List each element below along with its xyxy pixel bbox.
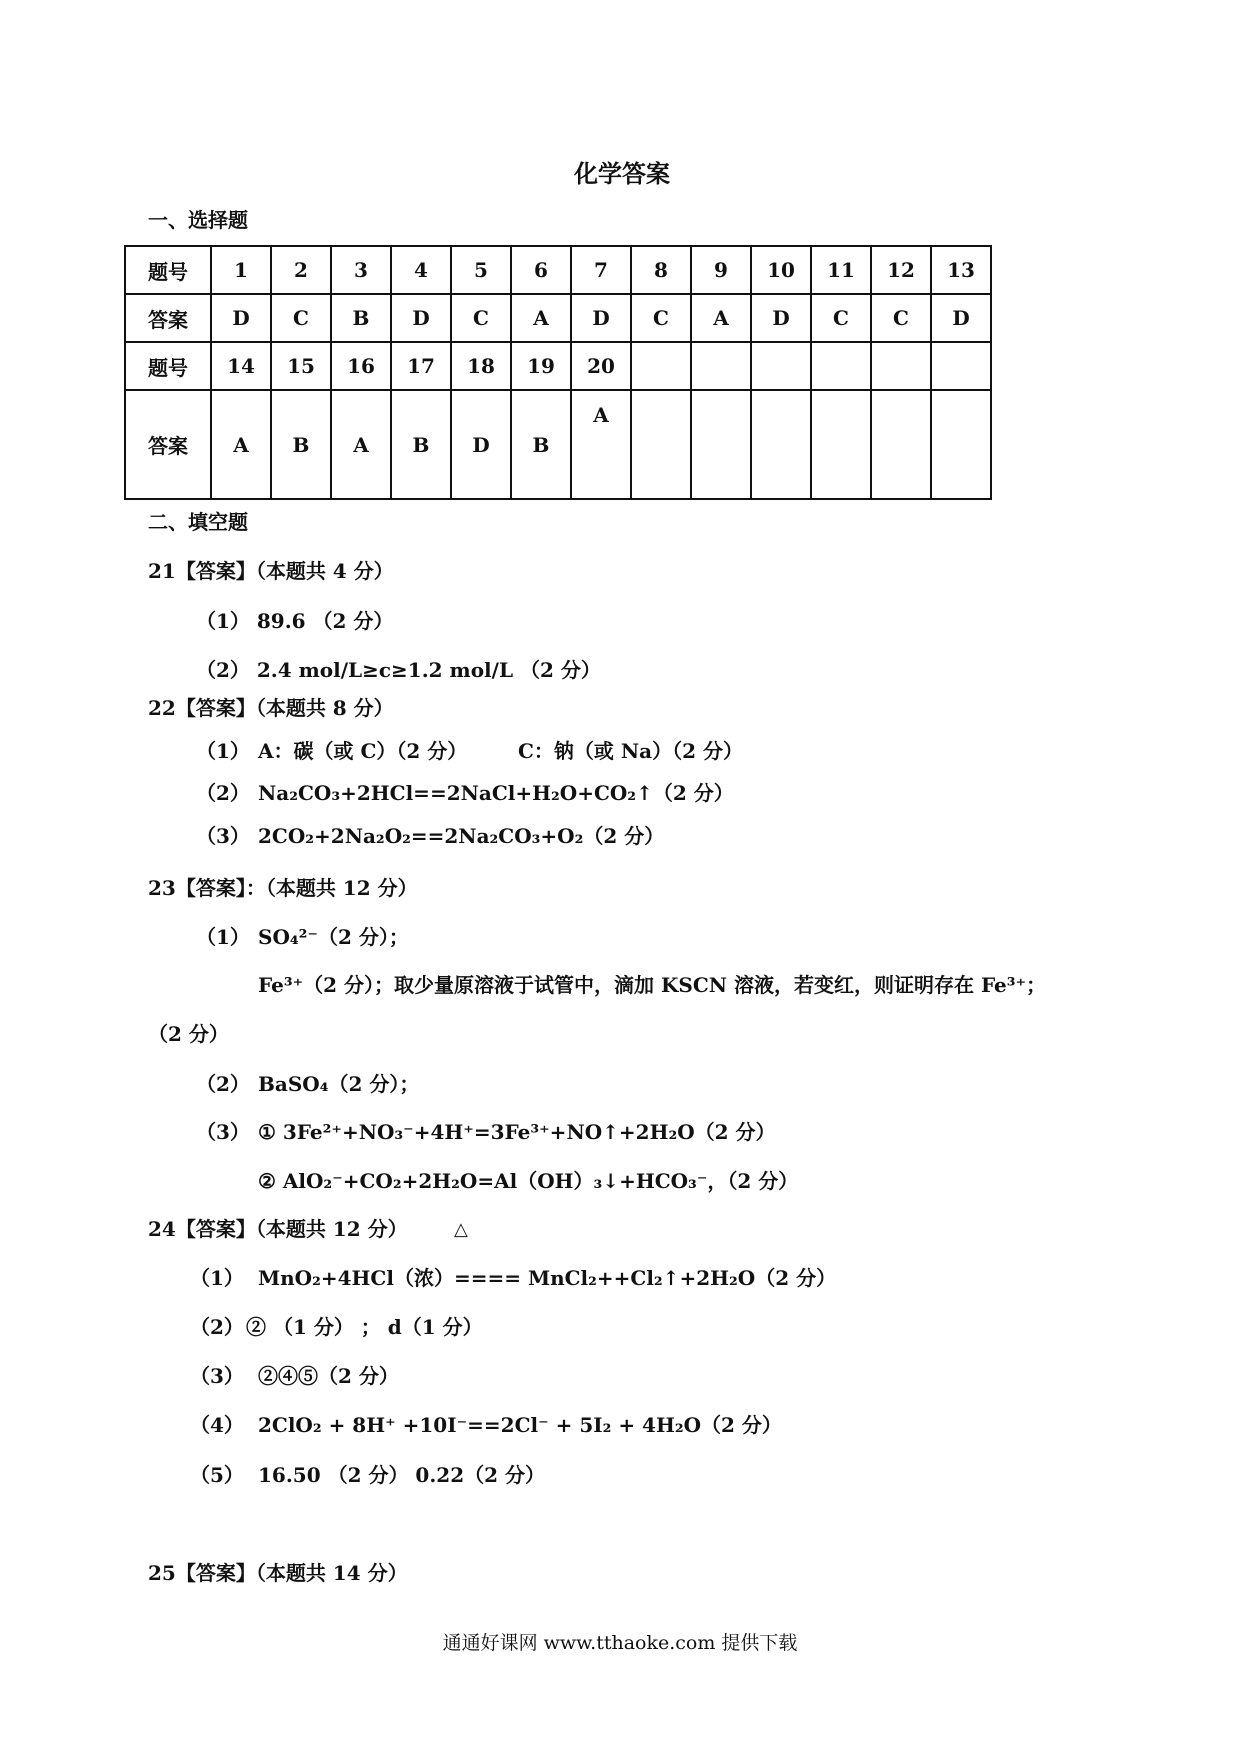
q22-answer-2-label: （2） [196, 781, 250, 805]
table-cell [631, 342, 691, 390]
q23-answer-3-line2: ② AlO₂⁻+CO₂+2H₂O=Al（OH）₃↓+HCO₃⁻，（2 分） [258, 1169, 799, 1193]
q21-heading: 21【答案】（本题共 4 分） [148, 559, 394, 583]
table-cell: A [511, 294, 571, 342]
answer-table [124, 245, 992, 500]
q24-answer-3-label: （3） [190, 1364, 244, 1388]
table-cell: 20 [571, 342, 631, 390]
q23-answer-3-label: （3） [196, 1120, 250, 1144]
q23-answer-1-line3: （2 分） [148, 1022, 229, 1046]
table-cell [871, 342, 931, 390]
table-cell: D [391, 294, 451, 342]
page-footer: 通通好课网 www.tthaoke.com 提供下载 [442, 1632, 798, 1654]
table-cell: 15 [271, 342, 331, 390]
table-cell: B [391, 390, 451, 499]
table-cell: 6 [511, 246, 571, 294]
table-cell: 7 [571, 246, 631, 294]
table-cell: D [451, 390, 511, 499]
table-cell: 17 [391, 342, 451, 390]
table-row-numbers-1 [125, 246, 991, 294]
q22-answer-3-label: （3） [196, 824, 250, 848]
q23-answer-2: BaSO₄（2 分）； [258, 1072, 420, 1096]
table-cell [811, 390, 871, 499]
section-choice-heading: 一、选择题 [148, 208, 248, 232]
table-row-numbers-2 [125, 342, 991, 390]
q22-answer-1c: C：钠（或 Na）（2 分） [518, 739, 743, 763]
q22-answer-3: 2CO₂+2Na₂O₂==2Na₂CO₃+O₂（2 分） [258, 824, 665, 848]
q23-answer-1: SO₄²⁻（2 分）； [258, 925, 409, 949]
q24-answer-5-label: （5） [190, 1463, 244, 1487]
table-header-label: 题号 [125, 246, 211, 294]
table-cell: 8 [631, 246, 691, 294]
table-cell [931, 390, 991, 499]
table-cell: C [271, 294, 331, 342]
table-cell: 14 [211, 342, 271, 390]
table-cell: A [571, 390, 631, 499]
table-cell [691, 342, 751, 390]
q24-answer-4: 2ClO₂ + 8H⁺ +10I⁻==2Cl⁻ + 5I₂ + 4H₂O（2 分） [258, 1413, 782, 1437]
q22-heading: 22【答案】（本题共 8 分） [148, 696, 394, 720]
table-cell [811, 342, 871, 390]
table-row-answers-2 [125, 390, 991, 499]
q21-answer-2: （2） 2.4 mol/L≥c≥1.2 mol/L （2 分） [196, 658, 601, 682]
table-cell: 16 [331, 342, 391, 390]
table-cell [931, 342, 991, 390]
table-cell [871, 390, 931, 499]
table-cell: 2 [271, 246, 331, 294]
table-cell: B [511, 390, 571, 499]
q22-answer-1a: A：碳（或 C）（2 分） [258, 739, 468, 763]
table-cell: D [571, 294, 631, 342]
q24-answer-4-label: （4） [190, 1413, 244, 1437]
q23-answer-1-line2: Fe³⁺（2 分）；取少量原溶液于试管中，滴加 KSCN 溶液，若变红，则证明存在 Fe³⁺； [258, 973, 1047, 997]
table-cell: 5 [451, 246, 511, 294]
page-title: 化学答案 [574, 159, 670, 188]
table-cell: C [451, 294, 511, 342]
table-cell: C [631, 294, 691, 342]
table-row-answers-1 [125, 294, 991, 342]
q23-answer-2-label: （2） [196, 1072, 250, 1096]
q22-answer-2: Na₂CO₃+2HCl==2NaCl+H₂O+CO₂↑（2 分） [258, 781, 734, 805]
table-cell: 9 [691, 246, 751, 294]
q23-heading: 23【答案】：（本题共 12 分） [148, 876, 418, 900]
table-cell: B [331, 294, 391, 342]
q24-heading: 24【答案】（本题共 12 分） [148, 1217, 408, 1241]
q24-answer-3: ②④⑤（2 分） [258, 1364, 399, 1388]
table-cell [751, 342, 811, 390]
table-cell: 19 [511, 342, 571, 390]
table-cell: 1 [211, 246, 271, 294]
table-answer-label: 答案 [125, 294, 211, 342]
q24-answer-2-label: （2） [190, 1315, 244, 1339]
table-cell: D [211, 294, 271, 342]
table-header-label: 题号 [125, 342, 211, 390]
q25-heading: 25【答案】（本题共 14 分） [148, 1561, 408, 1585]
q22-answer-1-label: （1） [196, 739, 250, 763]
table-cell: D [751, 294, 811, 342]
table-cell [631, 390, 691, 499]
table-cell: 18 [451, 342, 511, 390]
q24-answer-1: MnO₂+4HCl（浓）==== MnCl₂++Cl₂↑+2H₂O（2 分） [258, 1266, 837, 1290]
table-cell: 12 [871, 246, 931, 294]
table-cell [751, 390, 811, 499]
q23-answer-3: ① 3Fe²⁺+NO₃⁻+4H⁺=3Fe³⁺+NO↑+2H₂O（2 分） [258, 1120, 776, 1144]
table-cell: A [331, 390, 391, 499]
table-cell: C [871, 294, 931, 342]
table-cell: 4 [391, 246, 451, 294]
q23-answer-1-label: （1） [196, 925, 250, 949]
q24-answer-1-label: （1） [190, 1266, 244, 1290]
table-cell: D [931, 294, 991, 342]
q21-answer-1: （1） 89.6 （2 分） [196, 609, 394, 633]
table-cell: A [211, 390, 271, 499]
table-cell: A [691, 294, 751, 342]
table-cell: 11 [811, 246, 871, 294]
table-cell: 13 [931, 246, 991, 294]
table-cell: 3 [331, 246, 391, 294]
heating-triangle-symbol: △ [454, 1219, 468, 1240]
table-answer-label: 答案 [125, 390, 211, 499]
q24-answer-5: 16.50 （2 分） 0.22（2 分） [258, 1463, 546, 1487]
table-cell: 10 [751, 246, 811, 294]
section-fill-heading: 二、填空题 [148, 510, 248, 534]
table-cell: B [271, 390, 331, 499]
table-cell: C [811, 294, 871, 342]
table-cell [691, 390, 751, 499]
q24-answer-2: ② （1 分） ； d（1 分） [246, 1315, 483, 1339]
